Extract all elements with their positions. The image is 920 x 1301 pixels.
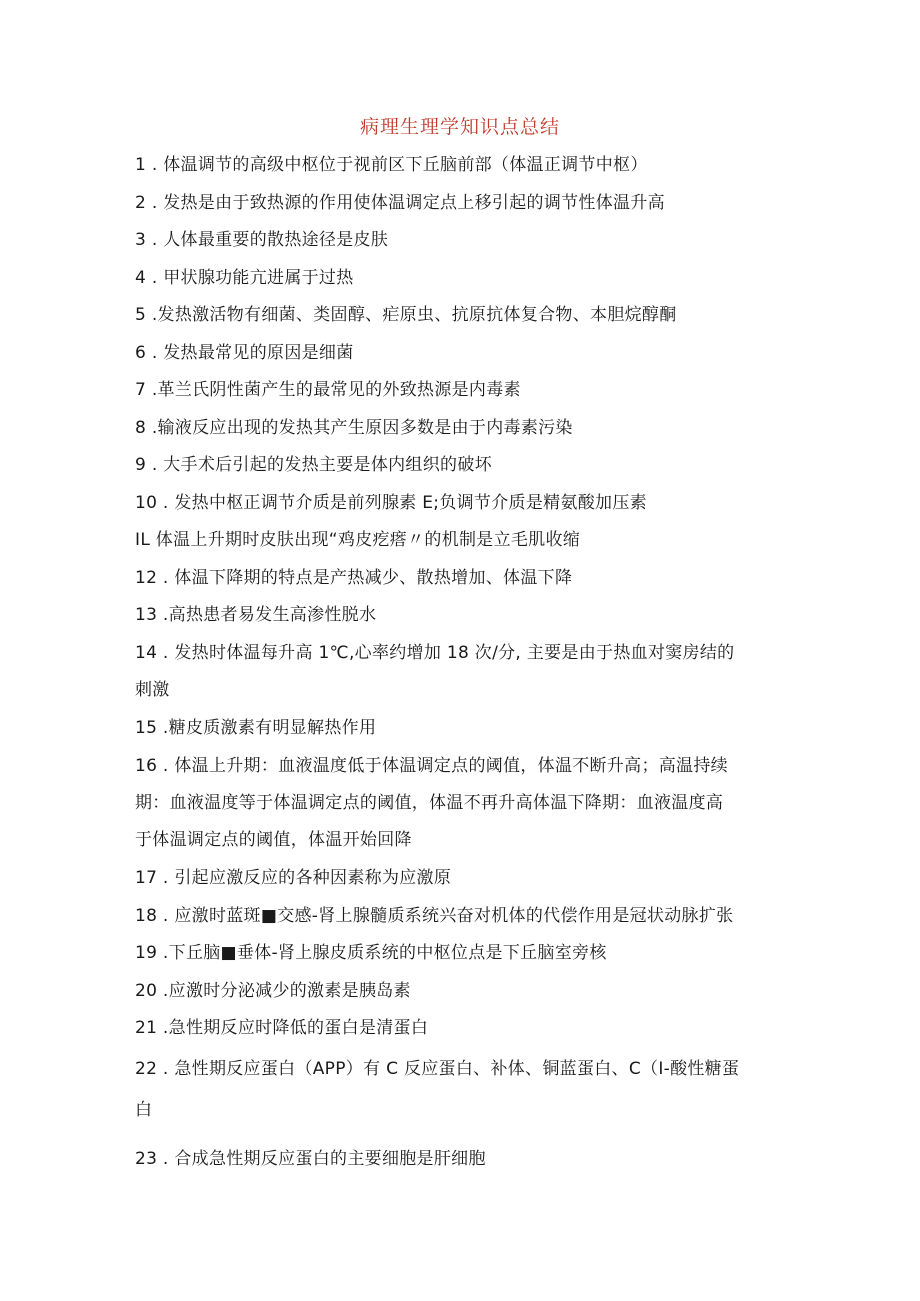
list-item: 2 . 发热是由于致热源的作用使体温调定点上移引起的调节性体温升高: [135, 193, 665, 213]
list-item: 14 . 发热时体温每升高 1℃,心率约增加 18 次/分, 主要是由于热血对窦房结的: [135, 643, 735, 663]
list-item: 9 . 大手术后引起的发热主要是体内组织的破坏: [135, 455, 492, 475]
list-item: 13 .高热患者易发生高渗性脱水: [135, 605, 377, 625]
list-item-continuation: 白: [135, 1100, 153, 1120]
list-item: 16 . 体温上升期：血液温度低于体温调定点的阈值，体温不断升高；高温持续: [135, 756, 728, 776]
list-item: 18 . 应激时蓝斑■交感-肾上腺髓质系统兴奋对机体的代偿作用是冠状动脉扩张: [135, 906, 734, 926]
list-item: 5 .发热激活物有细菌、类固醇、疟原虫、抗原抗体复合物、本胆烷醇酮: [135, 305, 677, 325]
list-item: 1 . 体温调节的高级中枢位于视前区下丘脑前部（体温正调节中枢）: [135, 155, 648, 175]
list-item: 3 . 人体最重要的散热途径是皮肤: [135, 230, 389, 250]
list-item: 22 . 急性期反应蛋白（APP）有 C 反应蛋白、补体、铜蓝蛋白、C（I-酸性糖蛋: [135, 1059, 740, 1079]
list-item: 15 .糖皮质激素有明显解热作用: [135, 718, 377, 738]
list-item: 23 . 合成急性期反应蛋白的主要细胞是肝细胞: [135, 1149, 486, 1169]
list-item: 19 .下丘脑■垂体-肾上腺皮质系统的中枢位点是下丘脑室旁核: [135, 943, 607, 963]
list-item-continuation: 期：血液温度等于体温调定点的阈值，体温不再升高体温下降期：血液温度高: [135, 793, 724, 813]
list-item: 4 . 甲状腺功能亢进属于过热: [135, 268, 354, 288]
list-item: 6 . 发热最常见的原因是细菌: [135, 343, 354, 363]
list-item: 10 . 发热中枢正调节介质是前列腺素 E;负调节介质是精氨酸加压素: [135, 493, 647, 513]
list-item: 17 . 引起应激反应的各种因素称为应激原: [135, 868, 452, 888]
list-item: 21 .急性期反应时降低的蛋白是清蛋白: [135, 1018, 429, 1038]
list-item: 12 . 体温下降期的特点是产热减少、散热增加、体温下降: [135, 568, 573, 588]
list-item: 7 .革兰氏阴性菌产生的最常见的外致热源是内毒素: [135, 380, 521, 400]
list-item: 8 .输液反应出现的发热其产生原因多数是由于内毒素污染: [135, 418, 573, 438]
list-item: 20 .应激时分泌减少的激素是胰岛素: [135, 981, 411, 1001]
list-item-continuation: 刺激: [135, 680, 170, 700]
list-item: IL 体温上升期时皮肤出现“鸡皮疙瘩〃的机制是立毛肌收缩: [135, 530, 581, 550]
page-title: 病理生理学知识点总结: [359, 116, 560, 138]
list-item-continuation: 于体温调定点的阈值，体温开始回降: [135, 830, 412, 850]
